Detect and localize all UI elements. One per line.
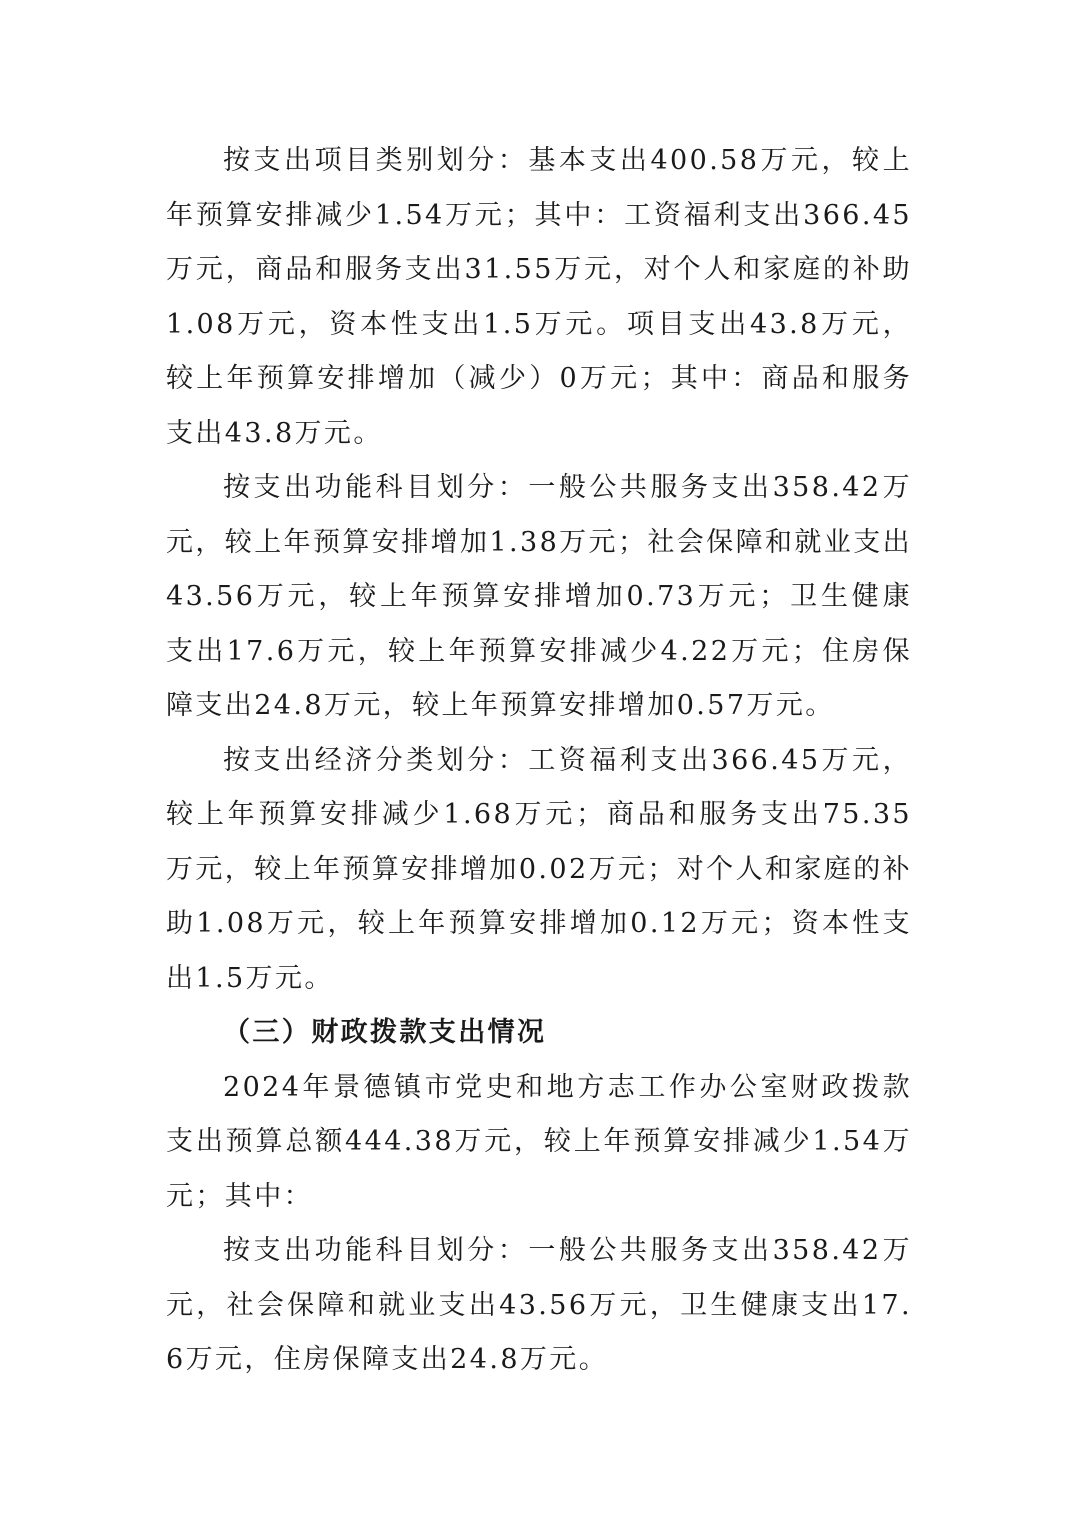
paragraph-expenditure-by-function: 按支出功能科目划分：一般公共服务支出358.42万元，较上年预算安排增加1.38万元；社会保障和就业支出43.56万元，较上年预算安排增加0.73万元；卫生健康支出17.6万元，较上年预算安排减少4.22万元；住房保障支出24.8万元，较上年预算安排增加0.57万元。 (166, 472, 912, 721)
document-page (166, 134, 912, 1388)
section-heading-fiscal-appropriation: （三）财政拨款支出情况 (223, 1017, 547, 1048)
paragraph-appropriation-total: 2024年景德镇市党史和地方志工作办公室财政拨款支出预算总额444.38万元，较上年预算安排减少1.54万元；其中： (166, 1071, 912, 1212)
paragraph-expenditure-by-economic-class: 按支出经济分类划分：工资福利支出366.45万元，较上年预算安排减少1.68万元；商品和服务支出75.35万元，较上年预算安排增加0.02万元；对个人和家庭的补助1.08万元，较上年预算安排增加0.12万元；资本性支出1.5万元。 (166, 744, 912, 994)
paragraph-appropriation-by-function: 按支出功能科目划分：一般公共服务支出358.42万元，社会保障和就业支出43.56万元，卫生健康支出17.6万元，住房保障支出24.8万元。 (166, 1235, 912, 1375)
paragraph-expenditure-by-project-category: 按支出项目类别划分：基本支出400.58万元，较上年预算安排减少1.54万元；其中：工资福利支出366.45万元，商品和服务支出31.55万元，对个人和家庭的补助1.08万元，资本性支出1.5万元。项目支出43.8万元，较上年预算安排增加（减少）0万元；其中：商品和服务支出43.8万元。 (166, 145, 912, 449)
